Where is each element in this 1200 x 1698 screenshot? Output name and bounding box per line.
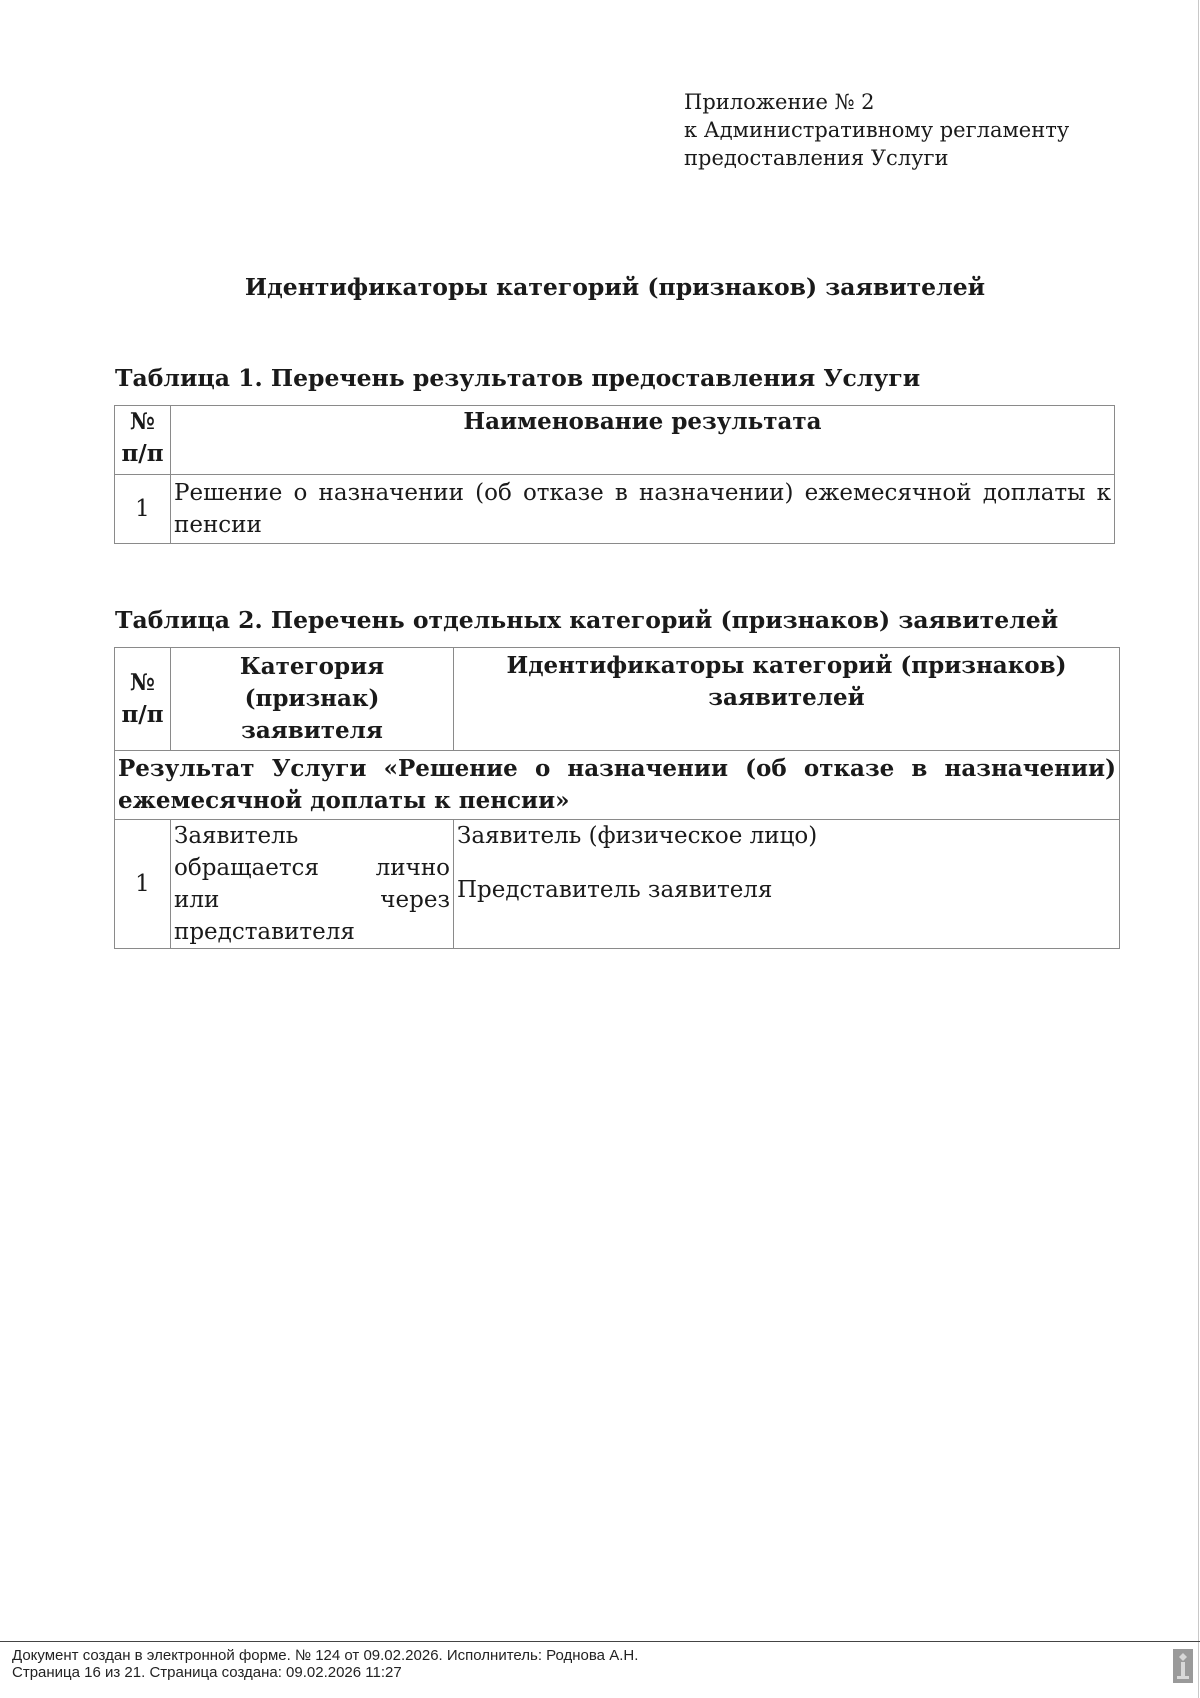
footer-line: Документ создан в электронной форме. № 124 от 09.02.2026. Исполнитель: Роднова А.Н. bbox=[12, 1647, 639, 1664]
row-category-text: Заявитель обращается лично или через представителя bbox=[174, 823, 450, 945]
header-num-line: п/п bbox=[121, 701, 164, 728]
table-header-row bbox=[115, 406, 1115, 475]
identifier-item: Заявитель (физическое лицо) bbox=[457, 823, 818, 849]
row-num: 1 bbox=[115, 475, 171, 544]
appendix-line: к Административному регламенту bbox=[684, 118, 1070, 142]
table-subheader-row bbox=[115, 751, 1120, 820]
row-result-name bbox=[171, 475, 1115, 544]
document-title: Идентификаторы категорий (признаков) заявителей bbox=[244, 273, 986, 301]
table-row bbox=[115, 820, 1120, 949]
header-num bbox=[115, 406, 171, 475]
header-num-line: № bbox=[130, 669, 155, 696]
table1-caption: Таблица 1. Перечень результатов предоставления Услуги bbox=[115, 364, 921, 392]
footer-line: Страница 16 из 21. Страница создана: 09.02.2026 11:27 bbox=[12, 1664, 402, 1681]
header-category-line: заявителя bbox=[241, 717, 383, 744]
row-num: 1 bbox=[115, 820, 171, 949]
document-footer bbox=[0, 1641, 1200, 1681]
table2-caption: Таблица 2. Перечень отдельных категорий (признаков) заявителей bbox=[115, 606, 1059, 634]
identifier-item: Представитель заявителя bbox=[457, 877, 773, 903]
row-category bbox=[171, 820, 454, 949]
emblem-icon bbox=[1172, 1648, 1194, 1684]
header-num-line: № bbox=[130, 408, 155, 435]
results-table bbox=[114, 405, 1115, 544]
header-category-line: Категория (признак) bbox=[239, 653, 385, 712]
appendix-line: Приложение № 2 bbox=[684, 90, 875, 114]
result-subheader bbox=[115, 751, 1120, 820]
header-num-line: п/п bbox=[121, 440, 164, 467]
row-result-text: Решение о назначении (об отказе в назначении) ежемесячной доплаты к пенсии bbox=[174, 480, 1111, 538]
header-identifiers-line: Идентификаторы категорий (признаков) bbox=[506, 652, 1067, 679]
footer-text bbox=[12, 1647, 638, 1681]
page-edge-line bbox=[1198, 0, 1199, 1698]
table-row bbox=[115, 475, 1115, 544]
categories-table bbox=[114, 647, 1120, 949]
header-identifiers bbox=[454, 648, 1120, 751]
header-identifiers-line: заявителей bbox=[708, 684, 865, 711]
header-category bbox=[171, 648, 454, 751]
appendix-line: предоставления Услуги bbox=[684, 146, 949, 170]
appendix-reference bbox=[684, 88, 1069, 172]
row-identifiers bbox=[454, 820, 1120, 949]
header-result-name: Наименование результата bbox=[171, 406, 1115, 475]
header-num bbox=[115, 648, 171, 751]
result-subheader-text: Результат Услуги «Решение о назначении (об отказе в назначении) ежемесячной доплаты к пенсии» bbox=[118, 755, 1116, 814]
table-header-row bbox=[115, 648, 1120, 751]
